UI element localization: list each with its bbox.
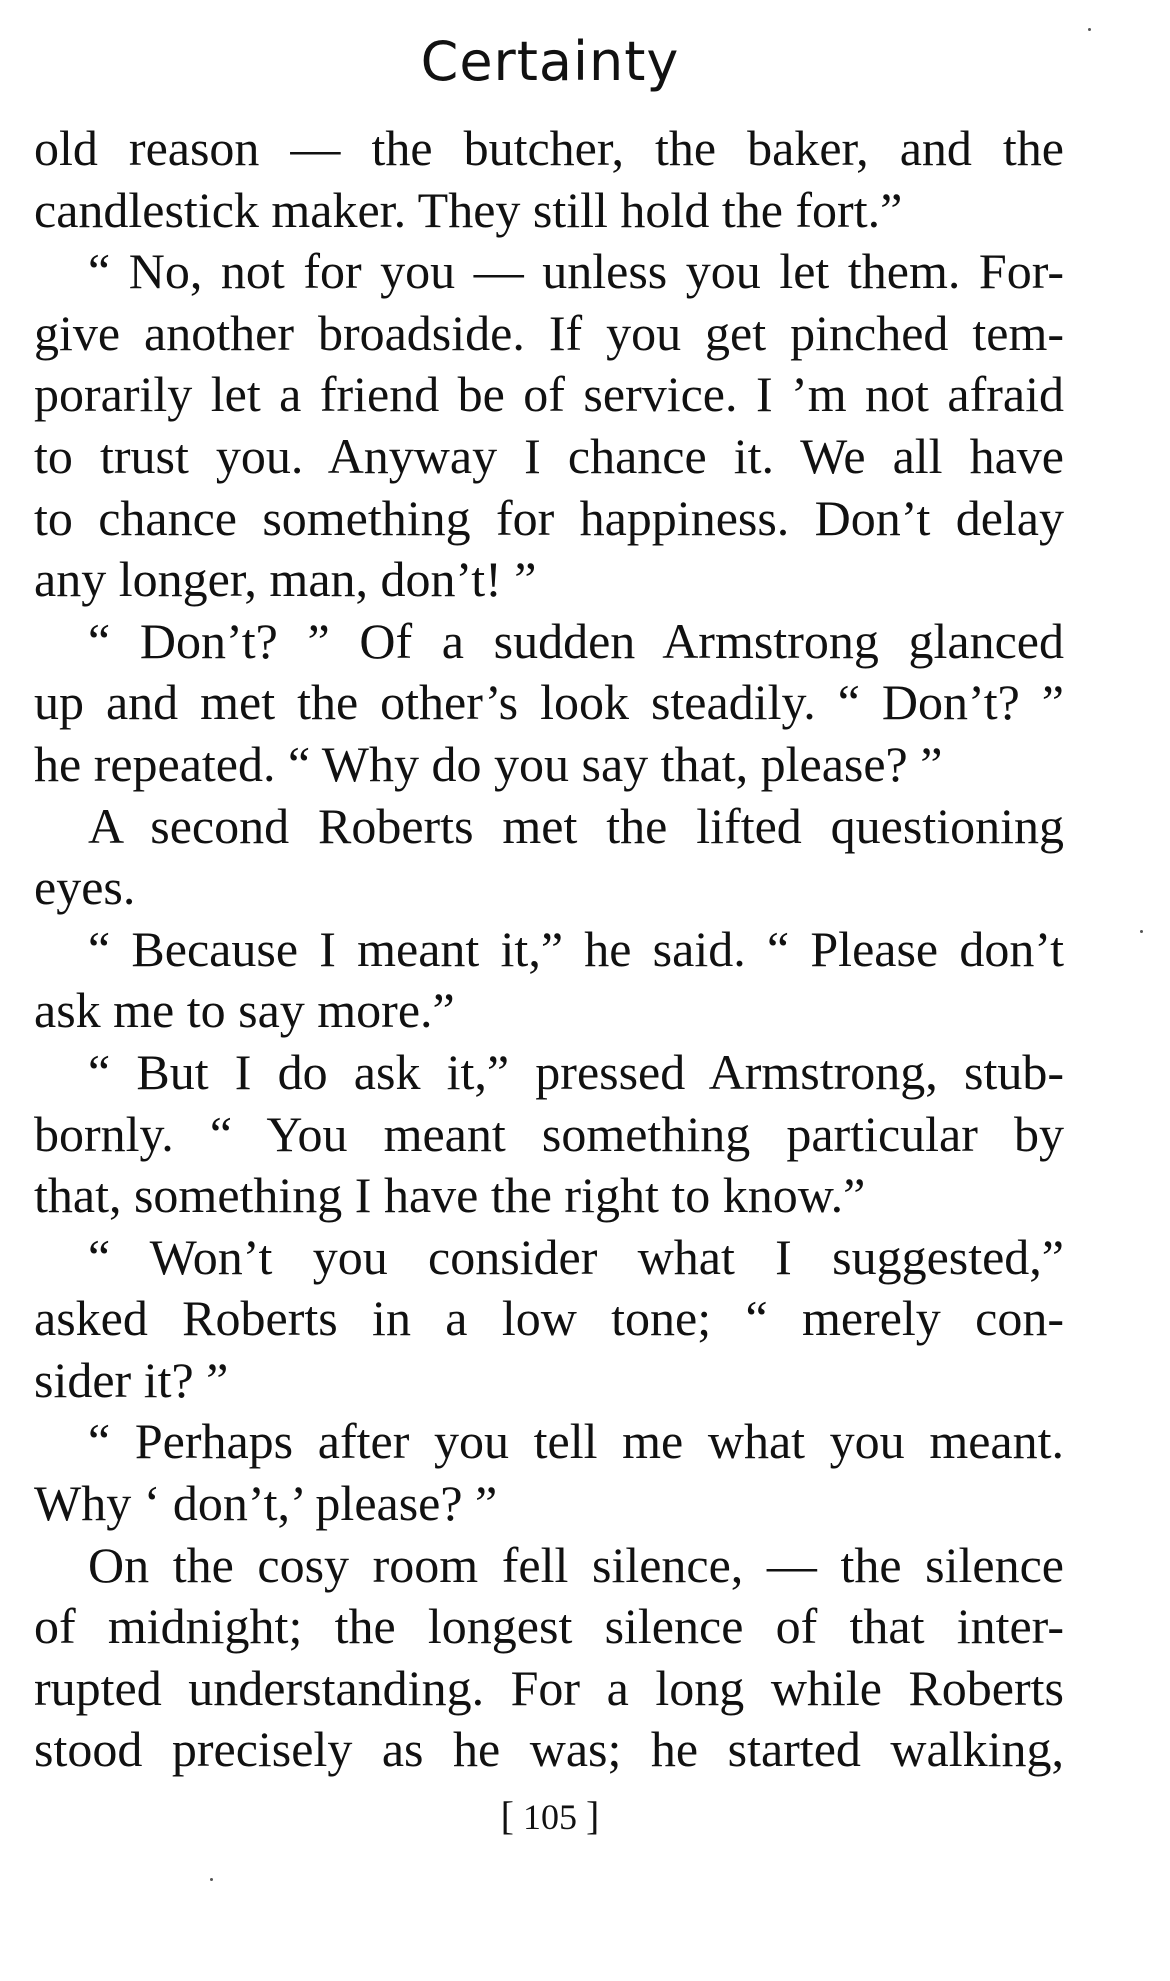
text-line: “ But I do ask it,” pressed Armstrong, stub- [88, 1043, 1064, 1100]
text-line: On the cosy room fell silence, — the silence [88, 1536, 1064, 1593]
text-line: that, something I have the right to know.” [34, 1167, 866, 1224]
folio-open-bracket: [ [500, 1793, 514, 1838]
text-line: rupted understanding. For a long while Roberts [34, 1659, 1064, 1716]
text-line: A second Roberts met the lifted questioning [88, 797, 1064, 854]
folio-number: 105 [523, 1797, 577, 1837]
text-line: “ Because I meant it,” he said. “ Please don’t [88, 920, 1064, 977]
text-line: “ Don’t? ” Of a sudden Armstrong glanced [88, 612, 1064, 669]
body-text [34, 118, 1064, 1781]
text-line: candlestick maker. They still hold the fort.” [34, 181, 903, 238]
text-line: “ Won’t you consider what I suggested,” [88, 1228, 1064, 1285]
text-line: porarily let a friend be of service. I ’m not afraid [34, 366, 1064, 423]
text-line: “ No, not for you — unless you let them. For- [88, 243, 1064, 300]
text-line: give another broadside. If you get pinched tem- [34, 304, 1064, 361]
text-line: stood precisely as he was; he started walking, [34, 1721, 1064, 1778]
text-line: of midnight; the longest silence of that inter- [34, 1598, 1064, 1655]
text-line: asked Roberts in a low tone; “ merely con- [34, 1290, 1064, 1347]
text-line: he repeated. “ Why do you say that, please? ” [34, 735, 943, 792]
page-number [0, 1791, 1100, 1842]
text-line: bornly. “ You meant something particular by [34, 1105, 1064, 1162]
text-line: Why ‘ don’t,’ please? ” [34, 1475, 498, 1532]
text-line: ask me to say more.” [34, 982, 455, 1039]
folio-close-bracket: ] [586, 1793, 600, 1838]
text-line: to chance something for happiness. Don’t delay [34, 489, 1064, 546]
text-line: eyes. [34, 859, 136, 916]
text-line: up and met the other’s look steadily. “ Don’t? ” [34, 674, 1064, 731]
running-head: Certainty [420, 30, 680, 93]
scan-speck [210, 1878, 213, 1881]
text-line: to trust you. Anyway I chance it. We all have [34, 427, 1064, 484]
text-line: sider it? ” [34, 1351, 229, 1408]
text-line: any longer, man, don’t! ” [34, 551, 537, 608]
text-line: old reason — the butcher, the baker, and the [34, 120, 1064, 176]
scan-speck [1088, 28, 1091, 31]
scan-speck [1140, 930, 1143, 933]
text-line: “ Perhaps after you tell me what you meant. [88, 1413, 1064, 1470]
